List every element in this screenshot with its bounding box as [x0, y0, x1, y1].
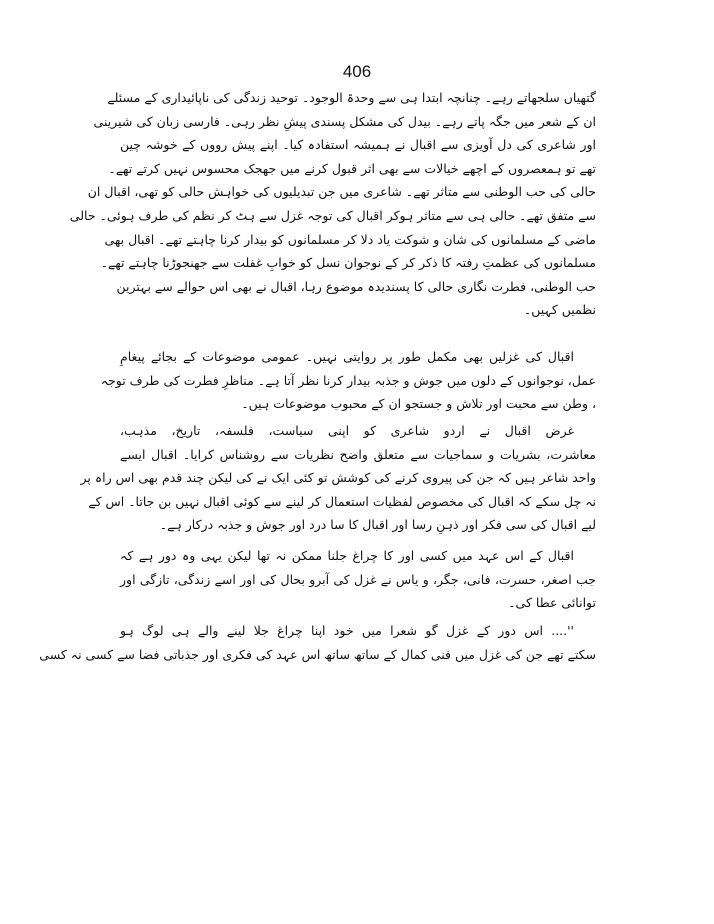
paragraph-2 — [100, 345, 596, 416]
paragraph-1 — [69, 86, 596, 322]
paragraph-4 — [120, 544, 596, 615]
text-line: معاشرت، بشریات و سماجیات سے متعلق واضح نظریات سے روشناس کرایا۔ اقبال ایسے — [120, 446, 596, 462]
text-line: گتھیاں سلجھاتے رہے۔ چنانچہ ابتدا ہی سے وحدۃ الوجود۔ توحید زندگی کی ناپائیداری کے مسئلے — [107, 90, 596, 105]
text-line: جب اصغر، حسرت، فانی، جگر، و یاس نے غزل کی آبرو بحال کی اور اسے زندگی، تازگی اور — [120, 571, 596, 587]
text-line: حالی کی حب الوطنی سے متاثر تھے۔ شاعری میں جن تبدیلیوں کی خواہش حالی کو تھی، اقبال ان — [87, 184, 596, 200]
text-line: نہ چل سکے کہ اقبال کی مخصوص لفظیات استعمال کر لینے سے کوئی اقبال نہیں بن جاتا۔ اس کے — [88, 493, 596, 509]
text-line: ان کے شعر میں جگہ پاتے رہے۔ بیدل کی مشکل پسندی پیشِ نظر رہی۔ فارسی زبان کی شیرینی — [93, 113, 596, 129]
text-line: مسلمانوں کی عظمتِ رفتہ کا ذکر کر کے نوجوان نسل کو خوابِ غفلت سے جھنجوڑنا چاہتے تھے۔ — [100, 255, 596, 271]
text-line: تھے تو ہمعصروں کے اچھے خیالات سے بھی اثر قبول کرنے میں جھجک محسوس نہیں کرتے تھے۔ — [108, 160, 596, 176]
text-line: سے متفق تھے۔ حالی ہی سے متاثر ہوکر اقبال کی توجہ غزل سے ہٹ کر نظم کی طرف ہوئی۔ حالی — [69, 207, 596, 223]
text-line: واحد شاعر ہیں کہ جن کی پیروی کرنے کی کوشش تو کئی ایک نے کی لیکن چند قدم بھی اس راہ پر — [80, 470, 596, 486]
text-line: اقبال کے اس عہد میں کسی اور کا چراغ جلنا ممکن نہ تھا لیکن یہی وہ دور ہے کہ — [120, 548, 574, 563]
text-line: لیے اقبال کی سی فکر اور ذہنِ رسا اور اقبال کا سا درد اور جوش و جذبہ درکار ہے۔ — [159, 517, 596, 533]
paragraph-3 — [80, 419, 596, 537]
text-line: ''.... اس دور کے غزل گو شعرا میں خود اپنا چراغ جلا لینے والے ہی لوگ ہو — [120, 623, 574, 638]
text-line: ، وطن سے محبت اور تلاش و جستجو ان کے محبوب موضوعات ہیں۔ — [241, 396, 596, 412]
quotation-paragraph — [39, 619, 596, 666]
page-number: 406 — [342, 62, 372, 81]
text-line: اقبال کی غزلیں بھی مکمل طور پر روایتی نہیں۔ عمومی موضوعات کے بجائے پیغامِ — [120, 349, 574, 364]
text-line: غرض اقبال نے اردو شاعری کو اپنی سیاست، فلسفہ، تاریخ، مذہب، — [120, 423, 574, 438]
text-line: عمل، نوجوانوں کے دلوں میں جوش و جذبہ بیدار کرنا نظر آتا ہے۔ مناظرِ فطرت کی طرف توجہ — [100, 372, 596, 388]
text-line: ماضی کے مسلمانوں کی شان و شوکت یاد دلا کر مسلمانوں کو بیدار کرنا چاہتے تھے۔ اقبال بھی — [104, 231, 596, 247]
text-line: حب الوطنی، فطرت نگاری حالی کا پسندیدہ موضوع رہا، اقبال نے بھی اس حوالے سے بہترین — [116, 278, 596, 294]
text-line: اور شاعری کی دل آویزی سے اقبال نے ہمیشہ استفادہ کیا۔ اپنے پیش رووں کے خوشہ چین — [120, 137, 596, 153]
text-line: نظمیں کہیں۔ — [523, 302, 596, 318]
text-line: توانائی عطا کی۔ — [508, 595, 596, 611]
text-line: سکتے تھے جن کی غزل میں فنی کمال کے ساتھ ساتھ اس عہد کی فکری اور جذباتی فضا سے کسی نہ کسی — [39, 646, 596, 662]
